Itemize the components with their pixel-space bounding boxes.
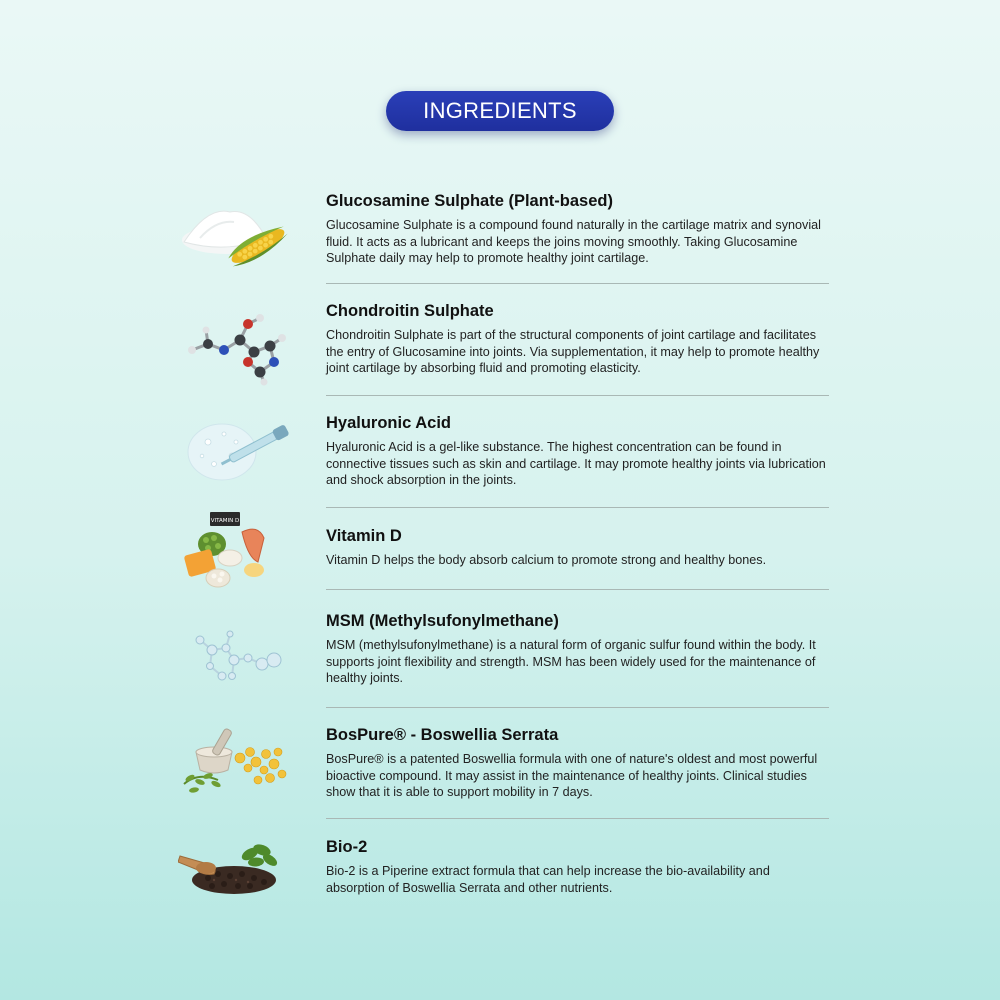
ingredient-msm (326, 612, 830, 687)
mortar-resin-icon (178, 722, 300, 802)
ingredient-description: Glucosamine Sulphate is a compound found naturally in the cartilage matrix and synovial fluid. It acts as a lubricant and keeps the joins moving smoothly. Taking Glucosamine Sulphate daily may help to promote healthy joint cartilage. (326, 218, 821, 265)
ingredient-name: Bio-2 (326, 838, 368, 856)
ingredient-bospure (326, 726, 830, 801)
divider (326, 395, 829, 396)
water-molecule-icon (178, 620, 300, 692)
corn-powder-icon (178, 198, 300, 270)
ingredient-description: Hyaluronic Acid is a gel-like substance. The highest concentration can be found in connective tissues such as skin and cartilage. It may promote healthy joints via lubrication and shock absorption in the joints. (326, 440, 826, 487)
ingredient-name: Vitamin D (326, 527, 402, 545)
ingredient-name: Chondroitin Sulphate (326, 302, 494, 320)
gel-dropper-icon (178, 412, 300, 488)
ingredient-vitamin-d (326, 527, 830, 569)
ingredient-description: Chondroitin Sulphate is part of the structural components of joint cartilage and facilitates the entry of Glucosamine into joints. Via supplementation, it may help to promote healthy joint cartilage by absorbing fluid and promoting elasticity. (326, 328, 820, 375)
ingredient-hyaluronic (326, 414, 830, 489)
ingredient-name: MSM (Methylsufonylmethane) (326, 612, 559, 630)
ingredient-name: Hyaluronic Acid (326, 414, 451, 432)
ingredient-description: Bio-2 is a Piperine extract formula that can help increase the bio-availability and absorption of Boswellia Serrata and other nutrients. (326, 864, 770, 895)
divider (326, 507, 829, 508)
divider (326, 818, 829, 819)
header-title: INGREDIENTS (423, 98, 577, 123)
ingredient-chondroitin (326, 302, 830, 377)
peppercorn-scoop-icon (178, 834, 300, 898)
divider (326, 283, 829, 284)
ingredient-glucosamine (326, 192, 830, 267)
molecule-icon (178, 300, 300, 386)
divider (326, 589, 829, 590)
vitamin-d-foods-icon (178, 508, 300, 592)
ingredient-description: Vitamin D helps the body absorb calcium to promote strong and healthy bones. (326, 553, 767, 567)
ingredients-header-pill (386, 91, 614, 131)
ingredient-description: MSM (methylsufonylmethane) is a natural form of organic sulfur found within the body. It supports joint flexibility and strength. MSM has been widely used for the maintenance of healthy joints. (326, 638, 816, 685)
ingredient-name: BosPure® - Boswellia Serrata (326, 726, 559, 744)
ingredient-description: BosPure® is a patented Boswellia formula with one of nature's oldest and most powerful bioactive compound. It may assist in the maintenance of healthy joints. Clinical studies show that it is able to support mobility in 7 days. (326, 752, 818, 799)
ingredient-name: Glucosamine Sulphate (Plant-based) (326, 192, 613, 210)
ingredient-bio-2 (326, 838, 830, 896)
divider (326, 707, 829, 708)
svg-text:VITAMIN D: VITAMIN D (210, 518, 240, 524)
